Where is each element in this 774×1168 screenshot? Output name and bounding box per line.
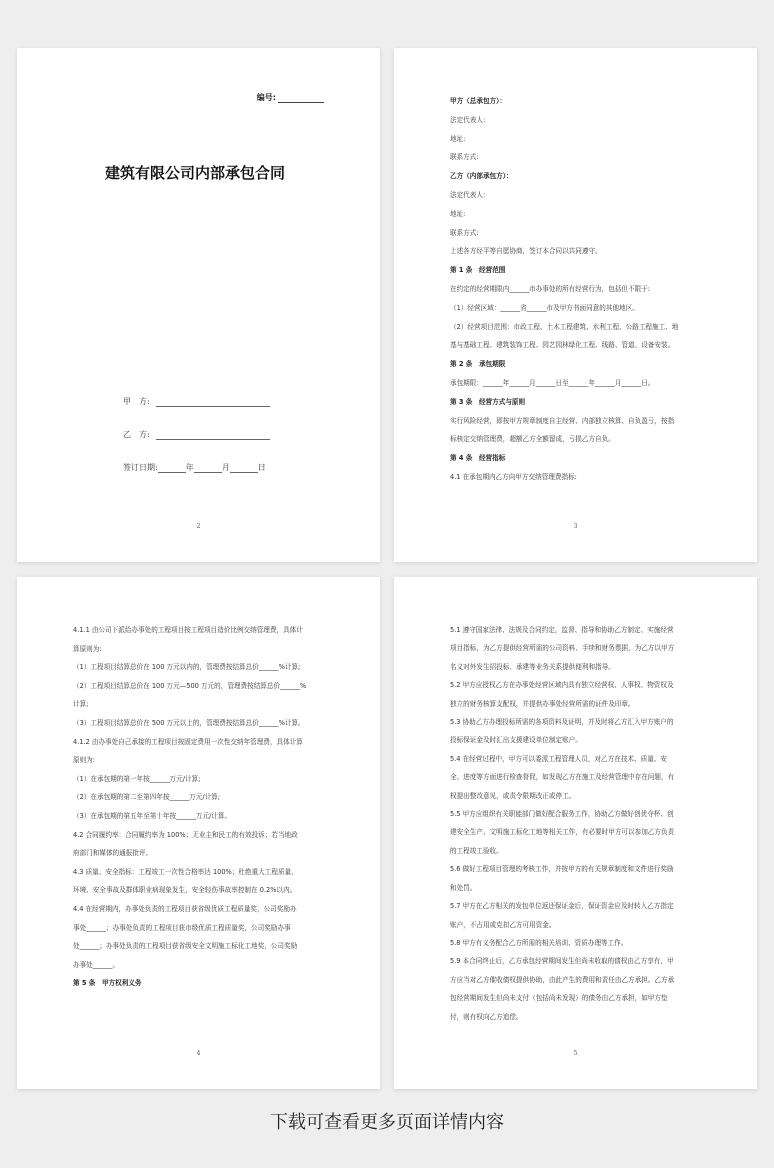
party-a-field bbox=[123, 396, 270, 407]
text-line: 标核定交纳管理费，超额乙方全额留成，亏损乙方自负。 bbox=[450, 435, 615, 444]
page-number: 5 bbox=[573, 1050, 578, 1057]
text-line: 账户，不占用或克扣乙方可用资金。 bbox=[450, 920, 556, 929]
text-line: 独立的财务核算支配权，并提供办事处经营所需的证件及印章。 bbox=[450, 699, 635, 708]
text-line: 法定代表人: bbox=[450, 115, 486, 124]
text-line: 地址: bbox=[450, 209, 466, 218]
year-label: 年 bbox=[185, 463, 194, 472]
text-line: （3）在承包期的第五年至第十年按______万元/计算。 bbox=[73, 811, 232, 820]
text-line: 包经营期间发生但尚未支付（包括尚未发现）的债务由乙方承担，如甲方垫 bbox=[450, 994, 668, 1003]
text-line: 5.3 协助乙方办理投标所需的各项资料及证明，并及时将乙方汇入甲方账户的 bbox=[450, 718, 674, 727]
text-line: 联系方式: bbox=[450, 228, 479, 237]
text-line: 环境、安全事故及群体职业病现象发生，安全轻伤事故率控制在 0.2%以内。 bbox=[73, 886, 297, 895]
contract-number bbox=[257, 92, 324, 103]
text-line: （2）经营项目范围：市政工程、土木工程建筑、水利工程、公路工程施工、地 bbox=[450, 322, 679, 331]
section-heading: 第 4 条 经营指标 bbox=[450, 454, 506, 463]
text-line: 算原则为: bbox=[73, 644, 102, 653]
text-line: 计算; bbox=[73, 700, 89, 709]
text-line: 上述各方经平等自愿协商，签订本合同以共同遵守。 bbox=[450, 247, 602, 256]
text-line: 4.1 在承包期内乙方向甲方交纳管理费指标: bbox=[450, 472, 577, 481]
page-number: 4 bbox=[196, 1050, 201, 1057]
sign-date-field bbox=[123, 462, 266, 473]
section-heading: 乙方（内部承包方）： bbox=[450, 172, 513, 181]
text-line: 原则为: bbox=[73, 756, 96, 765]
month-blank bbox=[194, 464, 222, 473]
text-line: 地址: bbox=[450, 134, 466, 143]
text-line: 基与基础工程、建筑装饰工程、园艺园林绿化工程、线路、管道、设备安装。 bbox=[450, 341, 675, 350]
page-3 bbox=[394, 48, 757, 562]
day-label: 日 bbox=[257, 463, 266, 472]
section-heading: 第 5 条 甲方权利义务 bbox=[73, 979, 142, 988]
text-line: 4.3 质量、安全指标：工程竣工一次性合格率达 100%；杜绝重大工程质量、 bbox=[73, 867, 298, 876]
section-heading: 第 1 条 经营范围 bbox=[450, 266, 506, 275]
text-line: 在约定的经营期限内______市办事处的所有经营行为，包括但不限于: bbox=[450, 284, 651, 293]
text-line: 处______；办事处负责的工程项目获省级安全文明施工标化工地奖，公司奖励 bbox=[73, 942, 298, 951]
text-line: （1）经营区域：______省______市及甲方书面同意的其他地区。 bbox=[450, 303, 639, 312]
text-line: 5.8 甲方有义务配合乙方所需的相关培训、资质办理等工作。 bbox=[450, 938, 628, 947]
text-line: （1）工程项目结算总价在 100 万元以内的，管理费按结算总价______%计算; bbox=[73, 663, 301, 672]
party-b-label: 乙 方: bbox=[123, 430, 150, 439]
text-line: （1）在承包期的第一年按______万元/计算; bbox=[73, 774, 201, 783]
text-line: 项目指标，为乙方提供经营所需的公司资料、手续和财务票据，为乙方以甲方 bbox=[450, 644, 675, 653]
text-line: 4.1.1 由公司下派给办事处的工程项目按工程项目造价比例交纳管理费，具体计 bbox=[73, 626, 303, 634]
text-line: 和处罚。 bbox=[450, 883, 477, 892]
page-5-content bbox=[450, 621, 705, 1026]
contract-title: 建筑有限公司内部承包合同 bbox=[105, 164, 286, 182]
page-4 bbox=[17, 577, 380, 1089]
text-line: （3）工程项目结算总价在 500 万元以上的，管理费按结算总价______%计算。 bbox=[73, 718, 305, 727]
sign-date-label: 签订日期: bbox=[123, 463, 158, 472]
party-a-label: 甲 方: bbox=[123, 397, 150, 406]
text-line: 名义对外发生招投标、承建等业务关系提供便利和指导。 bbox=[450, 662, 615, 671]
party-b-blank bbox=[156, 431, 270, 440]
text-line: （2）工程项目结算总价在 100 万元—500 万元的，管理费按结算总价______% bbox=[73, 681, 307, 690]
page-number: 2 bbox=[196, 523, 201, 530]
party-a-blank bbox=[156, 398, 270, 407]
text-line: （2）在承包期的第二至第四年按______万元/计算; bbox=[73, 793, 221, 802]
text-line: 5.7 甲方在乙方相关的发包单位返还保证金后，保证资金应及时转入乙方指定 bbox=[450, 902, 674, 911]
text-line: 全、进度等方面进行检查督促，如发现乙方在施工及经营管理中存在问题，有 bbox=[450, 773, 675, 782]
contract-number-blank bbox=[278, 94, 324, 103]
text-line: 承包期限：______年______月______日至______年______月______日。 bbox=[450, 378, 655, 387]
text-line: 4.1.2 由办事处自己承接的工程项目按固定费用一次性交纳年管理费，具体计算 bbox=[73, 737, 303, 746]
page-2-cover bbox=[17, 48, 380, 562]
text-line: 事处______；办事处负责的工程项目获市级优质工程质量奖，公司奖励办事 bbox=[73, 923, 291, 932]
text-line: 4.2 合同履约率：合同履约率为 100%；无业主和民工的有效投诉；若当地政 bbox=[73, 830, 298, 839]
month-label: 月 bbox=[221, 463, 230, 472]
text-line: 办事处______。 bbox=[73, 960, 120, 969]
page-number: 3 bbox=[573, 523, 578, 530]
day-blank bbox=[230, 464, 258, 473]
text-line: 法定代表人: bbox=[450, 190, 486, 199]
text-line: 5.9 本合同终止后，乙方承包经营期间发生但尚未收取的债权由乙方享有，甲 bbox=[450, 957, 674, 966]
party-b-field bbox=[123, 429, 270, 440]
section-heading: 甲方（总承包方）： bbox=[450, 97, 507, 105]
page-5 bbox=[394, 577, 757, 1089]
section-heading: 第 2 条 承包期限 bbox=[450, 360, 506, 369]
year-blank bbox=[158, 464, 186, 473]
section-heading: 第 3 条 经营方式与原则 bbox=[450, 397, 526, 406]
text-line: 联系方式: bbox=[450, 153, 479, 162]
page-3-content bbox=[450, 92, 705, 487]
text-line: 5.1 遵守国家法律、法规及合同约定，监督、指导和协助乙方制定、实施经营 bbox=[450, 626, 674, 634]
contract-number-label: 编号: bbox=[256, 93, 276, 102]
text-line: 的工程竣工验收。 bbox=[450, 846, 503, 855]
more-pages-caption: 下载可查看更多页面详情内容 bbox=[270, 1112, 504, 1133]
text-line: 府部门和媒体的通报批评。 bbox=[73, 849, 153, 858]
text-line: 权提出整改意见，或责令限期改正或停工。 bbox=[450, 791, 576, 800]
text-line: 付，则有权向乙方追偿。 bbox=[450, 1012, 523, 1021]
text-line: 方应当对乙方催收债权提供协助，由此产生的费用和责任由乙方承担。乙方承 bbox=[450, 975, 675, 984]
text-line: 5.2 甲方应授权乙方在办事处经营区域内具有独立经营权、人事权、物资权及 bbox=[450, 681, 674, 690]
text-line: 5.6 做好工程项目管理的考核工作，并按甲方的有关规章制度和文件进行奖励 bbox=[450, 865, 674, 874]
text-line: 5.5 甲方应组织有关职能部门做好配合服务工作，协助乙方做好创优夺杯、创 bbox=[450, 810, 674, 819]
page-4-content bbox=[73, 621, 328, 993]
text-line: 投标保证金及时汇出支援建设单位制定账户。 bbox=[450, 736, 582, 745]
text-line: 实行风险经营，即按甲方规章制度自主经营、内部独立核算、自负盈亏，按指 bbox=[450, 416, 675, 425]
text-line: 5.4 在经营过程中，甲方可以委派工程管理人员，对乙方在技术、质量、安 bbox=[450, 754, 667, 763]
text-line: 4.4 在经营期内，办事处负责的工程项目获省级优质工程质量奖，公司奖励办 bbox=[73, 904, 297, 913]
text-line: 建安全生产、文明施工标化工地等相关工作，有必要时甲方可以参加乙方负责 bbox=[450, 828, 675, 837]
